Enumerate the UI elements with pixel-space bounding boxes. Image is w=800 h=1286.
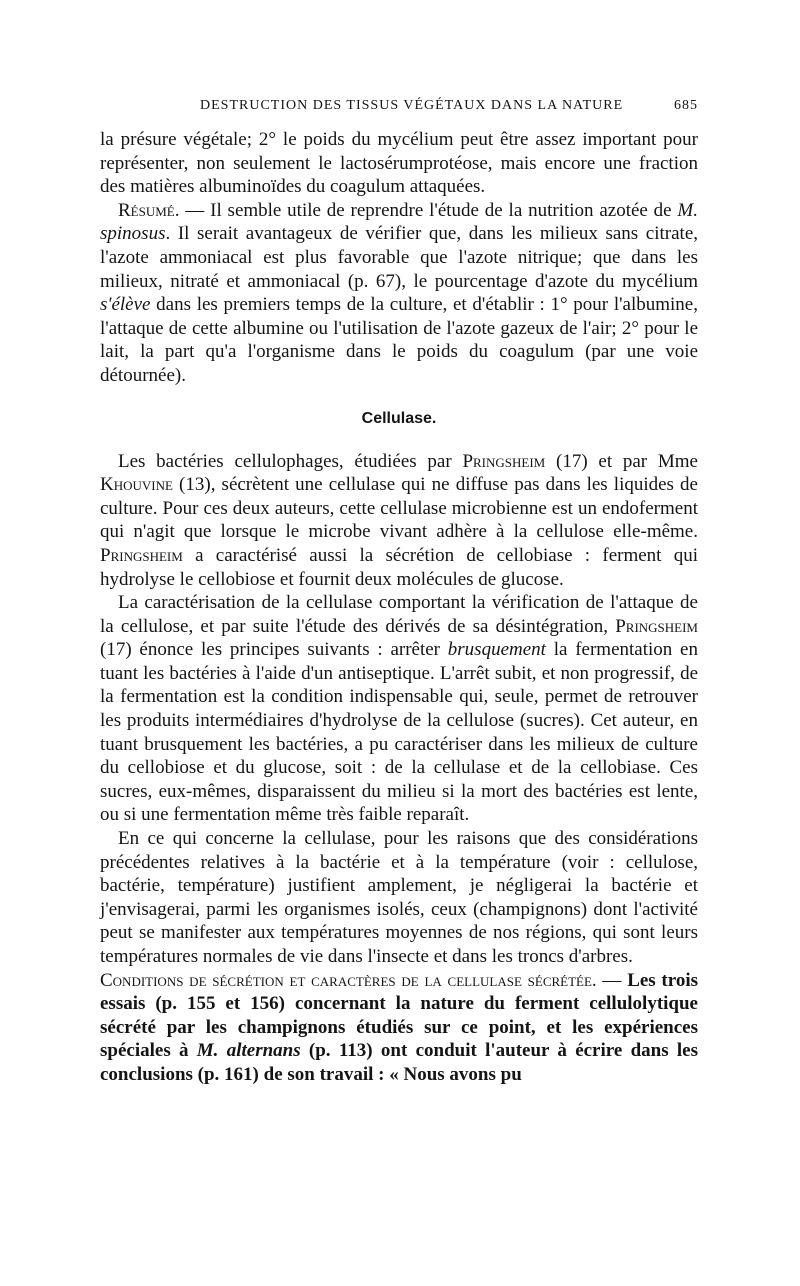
author-khouvine: Khouvine	[100, 474, 173, 496]
running-title: DESTRUCTION DES TISSUS VÉGÉTAUX DANS LA NATURE	[200, 98, 624, 113]
characterization-text-pre: La caractérisation de la cellulase comportant la vérification de l'attaque de la cellulose, et par suite l'étude des dérivés de sa désintégration,	[100, 592, 698, 637]
resume-species: M. spinosus	[100, 199, 698, 245]
bacteria-text-post: a caractérisé aussi la sécrétion de cellobiase : ferment qui hydrolyse le cellobiose et fournit deux molécules de glucose.	[100, 544, 698, 590]
paragraph-continuation: la présure végétale; 2° le poids du mycélium peut être assez important pour représenter, non seulement le lactosérumprotéose, mais encore une fraction des matières albuminoïdes du coagulum attaquées.	[100, 129, 698, 198]
characterization-emphasis: brusquement	[447, 639, 546, 661]
author-title: Mme	[657, 450, 698, 472]
characterization-text-post: la fermentation en tuant les bactéries à l'aide d'un antiseptique. L'arrêt subit, et non progressif, de la fermentation est la condition indispensable qui, seule, permet de retrouver les produits intermédiaires d'hydrolyse de la cellulose (sucres). Cet auteur, en tuant brusquement les bactéries, a pu caractériser dans les milieux de culture du cellobiose et du glucose, soit : de la cellulase et de la cellobiase. Ces sucres, eux-mêmes, disparaissent du milieu si la mort des bactéries est lente, ou si une fermentation même très faible reparaît.	[100, 639, 698, 826]
conditions-text-pre: Les trois essais (p. 155 et 156) concernant la nature du ferment cellulolytique sécrété par les champignons étudiés sur ce point, et les expériences spéciales à	[100, 969, 699, 1062]
conditions-text-post: (p. 113) ont conduit l'auteur à écrire dans les conclusions (p. 161) de son travail : « Nous avons pu	[100, 1040, 698, 1085]
conditions-lead: Conditions de sécrétion et caractères de la cellulase sécrétée.	[100, 969, 597, 991]
bacteria-text-pre: Les bactéries cellulophages, étudiées par	[118, 450, 463, 472]
page-number: 685	[674, 98, 698, 113]
author-pringsheim-2: Pringsheim	[100, 544, 183, 566]
paragraph-characterization	[100, 591, 698, 827]
resume-emphasis: s'élève	[100, 294, 151, 316]
resume-lead: Résumé.	[118, 199, 180, 221]
bacteria-text-mid1: (17) et par	[545, 450, 658, 472]
paragraph-cellulase: En ce qui concerne la cellulase, pour les raisons que des considérations précédentes relatives à la bactérie et à la température (voir : cellulose, bactérie, température) justifient amplement, je négligerai la bactérie et j'envisagerai, parmi les organismes isolés, ceux (champignons) dont l'activité peut se manifester aux températures moyennes de nos régions, qui sont leurs températures normales de vie dans l'insecte et dans les troncs d'arbres.	[100, 828, 698, 967]
author-pringsheim-3: Pringsheim	[615, 615, 698, 637]
paragraph-conditions	[100, 969, 698, 1087]
resume-text-pre-species: — Il semble utile de reprendre l'étude de la nutrition azotée de	[179, 199, 678, 221]
paragraph-bacteria	[100, 450, 698, 592]
bacteria-text-mid2: (13), sécrètent une cellulase qui ne diffuse pas dans les liquides de culture. Pour ces deux auteurs, cette cellulase microbienne est un endoferment qui n'agit que lorsque le microbe vivant adhère à la cellulose elle-même.	[100, 474, 698, 543]
conditions-species: M. alternans	[196, 1040, 301, 1062]
paragraph-resume	[100, 199, 698, 388]
author-pringsheim: Pringsheim	[462, 450, 546, 472]
characterization-text-mid: (17) énonce les principes suivants : arrêter	[100, 639, 448, 661]
section-title: Cellulase.	[361, 409, 437, 427]
body-text	[100, 128, 698, 1087]
resume-text-mid: . Il serait avantageux de vérifier que, dans les milieux sans citrate, l'azote ammoniacal est plus favorable que l'azote nitrique; que dans les milieux, nitraté et ammoniacal (p. 67), le pourcentage d'azote du mycélium	[100, 223, 698, 292]
conditions-dash: —	[596, 969, 622, 991]
resume-text-post: dans les premiers temps de la culture, et d'établir : 1° pour l'albumine, l'attaque de cette albumine ou l'utilisation de l'azote gazeux de l'air; 2° pour le lait, la part qu'a l'organisme dans le poids du coagulum (par une voie détournée).	[100, 294, 698, 386]
running-head	[100, 98, 698, 118]
